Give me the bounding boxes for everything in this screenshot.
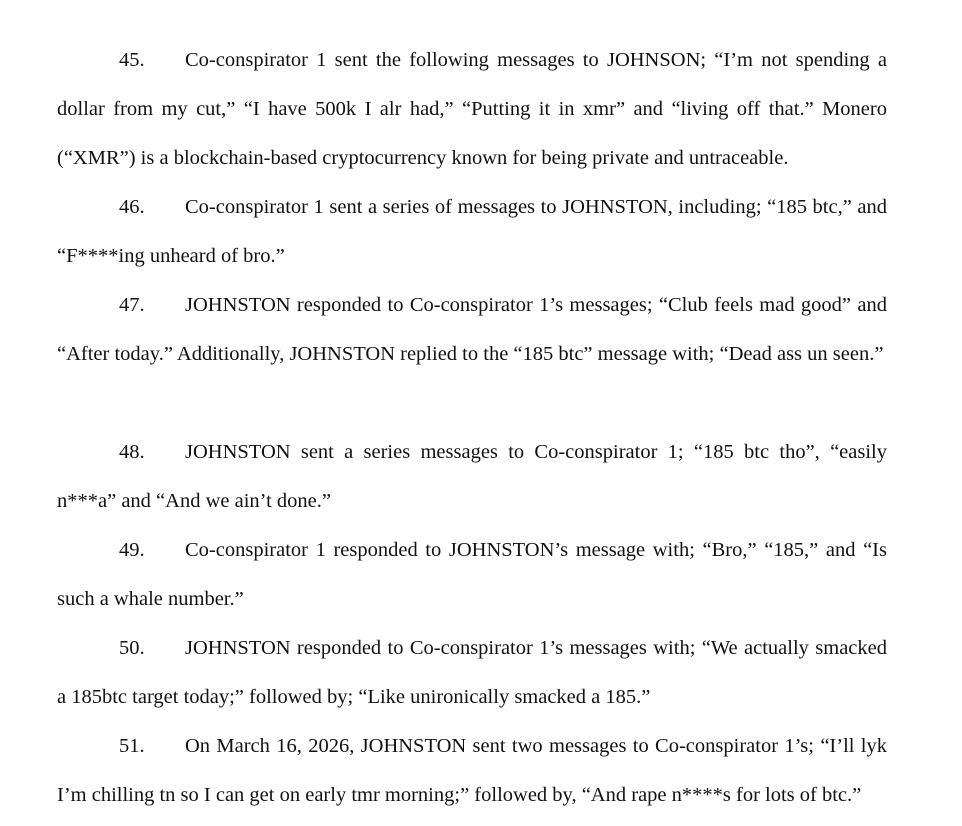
paragraph-text: JOHNSTON responded to Co-conspirator 1’s messages with; “We actually smacked a 185btc target today;” followed by; “Like unironically smacked a 185.” xyxy=(57,637,887,708)
paragraph-number: 47. xyxy=(119,294,145,316)
paragraph-text: JOHNSTON responded to Co-conspirator 1’s messages; “Club feels mad good” and “After today.” Additionally, JOHNSTON replied to the “185 btc” message with; “Dead ass un seen.” xyxy=(57,294,887,365)
paragraph-45 xyxy=(57,36,887,183)
paragraph-number: 45. xyxy=(119,49,145,71)
paragraph-number: 48. xyxy=(119,441,145,463)
paragraph-text: JOHNSTON sent a series messages to Co-conspirator 1; “185 btc tho”, “easily n***a” and “And we ain’t done.” xyxy=(57,441,887,512)
paragraph-number: 46. xyxy=(119,196,145,218)
paragraph-text: Co-conspirator 1 sent a series of messages to JOHNSTON, including; “185 btc,” and “F****ing unheard of bro.” xyxy=(57,196,887,267)
paragraph-47 xyxy=(57,281,887,379)
paragraph-49 xyxy=(57,526,887,624)
paragraph-text: Co-conspirator 1 responded to JOHNSTON’s message with; “Bro,” “185,” and “Is such a whale number.” xyxy=(57,539,887,610)
paragraph-48 xyxy=(57,428,887,526)
paragraph-46 xyxy=(57,183,887,281)
paragraph-50 xyxy=(57,624,887,722)
paragraph-number: 51. xyxy=(119,735,145,757)
paragraph-number: 49. xyxy=(119,539,145,561)
paragraph-text: On March 16, 2026, JOHNSTON sent two messages to Co-conspirator 1’s; “I’ll lyk I’m chilling tn so I can get on early tmr morning;” followed by, “And rape n****s for lots of btc.” xyxy=(57,735,887,806)
paragraph-51 xyxy=(57,722,887,820)
paragraph-number: 50. xyxy=(119,637,145,659)
paragraph-text: Co-conspirator 1 sent the following messages to JOHNSON; “I’m not spending a dollar from my cut,” “I have 500k I alr had,” “Putting it in xmr” and “living off that.” Monero (“XMR”) is a blockchain-based cryptocurrency known for being private and untraceable. xyxy=(57,49,887,169)
